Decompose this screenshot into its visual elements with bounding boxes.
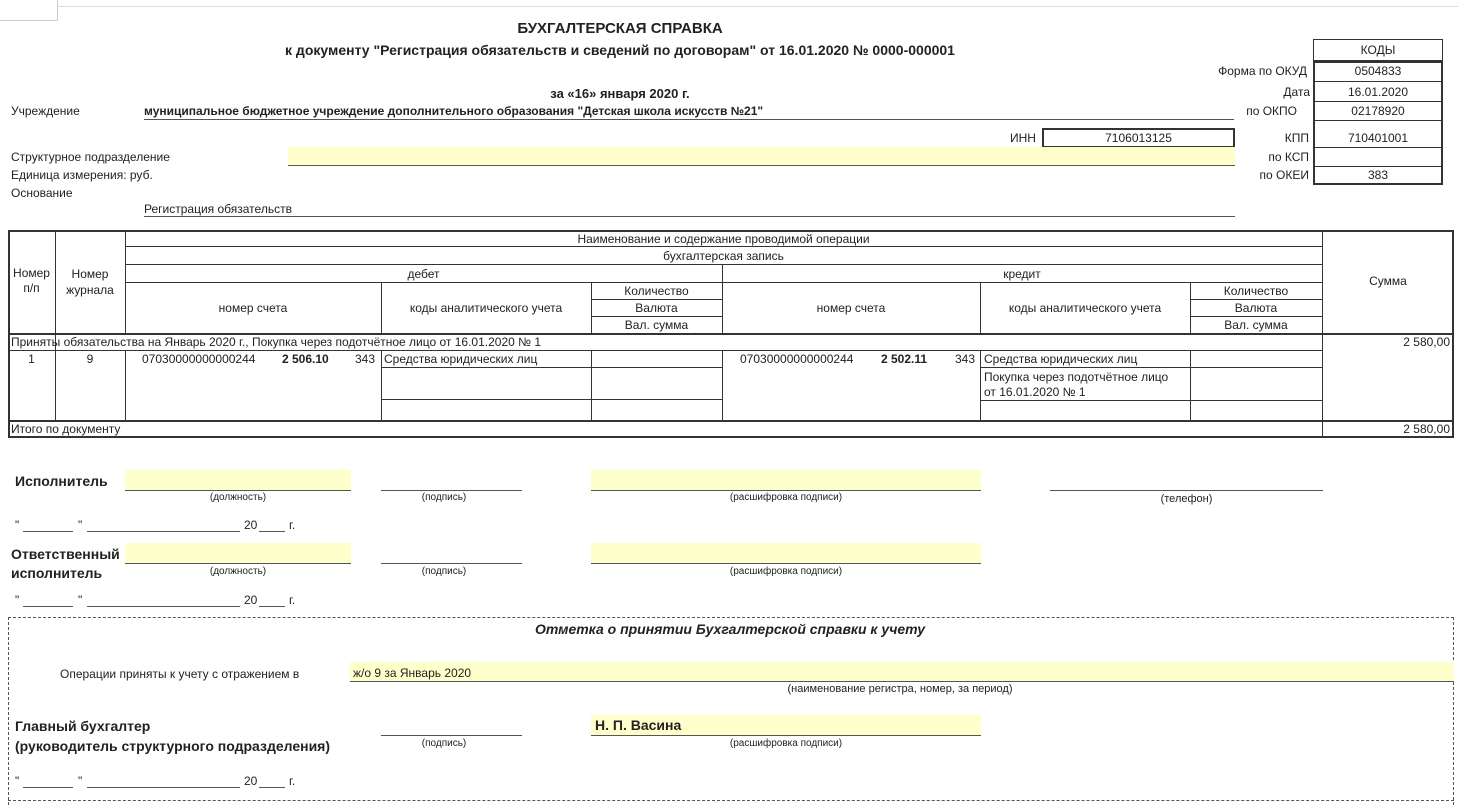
- h-debit-codes: коды аналитического учета: [409, 301, 563, 315]
- date-month-field[interactable]: [87, 518, 240, 532]
- debit-amount: 2 506.10: [282, 352, 329, 366]
- doc-subtitle: к документу "Регистрация обязательств и сведений по договорам" от 16.01.2020 № 0000-000001: [285, 42, 955, 58]
- grid-line: [381, 399, 722, 400]
- responsible-decode-field[interactable]: [591, 543, 981, 564]
- date-open-quote: ": [15, 518, 20, 532]
- position-caption: (должность): [209, 492, 267, 503]
- credit-account: 07030000000000244: [740, 352, 854, 366]
- doc-date-line: за «16» января 2020 г.: [550, 86, 690, 101]
- okpo-label: по ОКПО: [1246, 104, 1297, 118]
- group-sum: 2 580,00: [1403, 335, 1450, 349]
- okpo-value: 02178920: [1351, 104, 1405, 118]
- responsible-label-1: Ответственный: [11, 546, 120, 562]
- codes-div: [1313, 166, 1443, 167]
- corner-tab: [0, 0, 58, 21]
- date-year-prefix: 20: [244, 518, 258, 532]
- grid-line: [1190, 299, 1322, 300]
- h-sum: Сумма: [1369, 274, 1407, 288]
- group-text: Приняты обязательства на Январь 2020 г., Покупка через подотчётное лицо от 16.01.2020 № 1: [11, 335, 542, 349]
- date-label: Дата: [1283, 85, 1310, 99]
- okei-label: по ОКЕИ: [1259, 168, 1309, 182]
- acceptance-title: Отметка о принятии Бухгалтерской справки к учету: [534, 621, 926, 637]
- h-credit: кредит: [1003, 267, 1041, 281]
- date-g: г.: [289, 774, 296, 788]
- total-sum: 2 580,00: [1403, 422, 1450, 436]
- h-entry: бухгалтерская запись: [663, 249, 784, 263]
- grid-line: [125, 350, 126, 420]
- division-field[interactable]: [288, 147, 1235, 166]
- grid-line: [980, 350, 981, 420]
- h-num: Номер п/п: [13, 266, 50, 295]
- codes-div: [1313, 147, 1443, 148]
- date-close-quote: ": [78, 774, 83, 788]
- row-journal: 9: [86, 352, 94, 366]
- decode-caption: (расшифровка подписи): [729, 566, 843, 577]
- credit-analytic-1: Средства юридических лиц: [984, 352, 1138, 366]
- grid-line: [722, 350, 723, 420]
- debit-code: 343: [355, 352, 376, 366]
- total-label: Итого по документу: [11, 422, 121, 436]
- h-credit-qty: Количество: [1223, 284, 1289, 298]
- unit-label: Единица измерения: руб.: [11, 168, 153, 182]
- grid-line: [125, 282, 1322, 283]
- date-year-field[interactable]: [259, 774, 285, 788]
- date-open-quote: ": [15, 774, 20, 788]
- executor-label: Исполнитель: [15, 473, 108, 489]
- grid-line: [381, 367, 722, 368]
- date-year-prefix: 20: [244, 774, 258, 788]
- h-credit-valsum: Вал. сумма: [1224, 318, 1288, 332]
- executor-decode-field[interactable]: [591, 470, 981, 491]
- credit-analytic-2a: Покупка через подотчётное лицо: [984, 370, 1169, 384]
- ksp-label: по КСП: [1268, 150, 1309, 164]
- h-debit-qty: Количество: [624, 284, 689, 298]
- grid-line: [591, 316, 722, 317]
- institution-value: муниципальное бюджетное учреждение дополнительного образования "Детская школа искусств №21": [144, 104, 1234, 120]
- grid-line: [1190, 350, 1191, 420]
- credit-analytic-2b: от 16.01.2020 № 1: [984, 385, 1086, 399]
- codes-div: [1313, 120, 1443, 121]
- date-year-field[interactable]: [259, 593, 285, 607]
- grid-line: [980, 367, 1322, 368]
- h-debit-account: номер счета: [218, 301, 288, 315]
- top-rule: [58, 6, 1458, 7]
- date-day-field[interactable]: [23, 593, 73, 607]
- date-close-quote: ": [78, 518, 83, 532]
- okud-label: Форма по ОКУД: [1218, 64, 1307, 78]
- ops-label: Операции приняты к учету с отражением в: [60, 667, 300, 681]
- date-close-quote: ": [78, 593, 83, 607]
- ops-value[interactable]: ж/о 9 за Январь 2020: [350, 662, 1454, 682]
- grid-line: [55, 230, 56, 420]
- h-operation: Наименование и содержание проводимой операции: [577, 232, 870, 246]
- division-label: Структурное подразделение: [11, 150, 170, 164]
- date-year-field[interactable]: [259, 518, 285, 532]
- h-debit: дебет: [407, 267, 440, 281]
- h-debit-currency: Валюта: [635, 301, 678, 315]
- doc-title: БУХГАЛТЕРСКАЯ СПРАВКА: [517, 20, 723, 37]
- h-credit-currency: Валюта: [1234, 301, 1278, 315]
- h-credit-codes: коды аналитического учета: [1008, 301, 1162, 315]
- inn-label: ИНН: [1010, 131, 1036, 145]
- grid-line: [8, 420, 1454, 422]
- basis-label: Основание: [11, 186, 73, 200]
- date-g: г.: [289, 518, 296, 532]
- date-month-field[interactable]: [87, 774, 240, 788]
- basis-value: Регистрация обязательств: [144, 202, 1235, 217]
- okei-value: 383: [1367, 168, 1389, 182]
- codes-div: [1313, 101, 1443, 102]
- decode-caption: (расшифровка подписи): [729, 738, 843, 749]
- row-num: 1: [28, 352, 35, 366]
- date-day-field[interactable]: [23, 518, 73, 532]
- grid-line: [381, 350, 382, 420]
- h-journal: Номер журнала: [66, 267, 114, 297]
- executor-position-field[interactable]: [125, 470, 351, 491]
- grid-line: [125, 264, 1322, 265]
- inn-value: 7106013125: [1042, 128, 1235, 148]
- date-year-prefix: 20: [244, 593, 258, 607]
- chief-signature-field[interactable]: [381, 715, 522, 736]
- responsible-signature-field[interactable]: [381, 543, 522, 564]
- signature-caption: (подпись): [421, 492, 467, 503]
- debit-account: 07030000000000244: [142, 352, 256, 366]
- codes-title: КОДЫ: [1313, 39, 1443, 61]
- credit-code: 343: [955, 352, 976, 366]
- date-g: г.: [289, 593, 296, 607]
- h-debit-valsum: Вал. сумма: [624, 318, 689, 332]
- date-month-field[interactable]: [87, 593, 240, 607]
- register-caption: (наименование регистра, номер, за период): [787, 683, 1013, 695]
- grid-line: [591, 350, 592, 420]
- grid-line: [125, 246, 1322, 247]
- date-value: 16.01.2020: [1347, 85, 1409, 99]
- decode-caption: (расшифровка подписи): [729, 492, 843, 503]
- grid-line: [1190, 316, 1322, 317]
- grid-line: [591, 299, 722, 300]
- executor-phone-field[interactable]: [1050, 470, 1323, 491]
- debit-analytic: Средства юридических лиц: [384, 352, 538, 366]
- signature-caption: (подпись): [421, 566, 467, 577]
- kpp-value: 710401001: [1347, 131, 1409, 145]
- okud-value: 0504833: [1354, 64, 1402, 78]
- chief-label-2: (руководитель структурного подразделения): [15, 738, 330, 754]
- grid-line: [8, 350, 1322, 351]
- phone-caption: (телефон): [1160, 493, 1213, 505]
- h-credit-account: номер счета: [816, 301, 886, 315]
- grid-line: [980, 400, 1322, 401]
- codes-div: [1313, 81, 1443, 82]
- institution-label: Учреждение: [11, 104, 80, 118]
- executor-signature-field[interactable]: [381, 470, 522, 491]
- responsible-label-2: исполнитель: [11, 565, 103, 581]
- signature-caption: (подпись): [421, 738, 467, 749]
- responsible-position-field[interactable]: [125, 543, 351, 564]
- kpp-label: КПП: [1284, 131, 1309, 145]
- date-day-field[interactable]: [23, 774, 73, 788]
- credit-amount: 2 502.11: [881, 352, 928, 366]
- chief-label-1: Главный бухгалтер: [15, 718, 151, 734]
- chief-name[interactable]: Н. П. Васина: [591, 715, 981, 736]
- position-caption: (должность): [209, 566, 267, 577]
- date-open-quote: ": [15, 593, 20, 607]
- acceptance-bottom-rule: [8, 800, 1454, 801]
